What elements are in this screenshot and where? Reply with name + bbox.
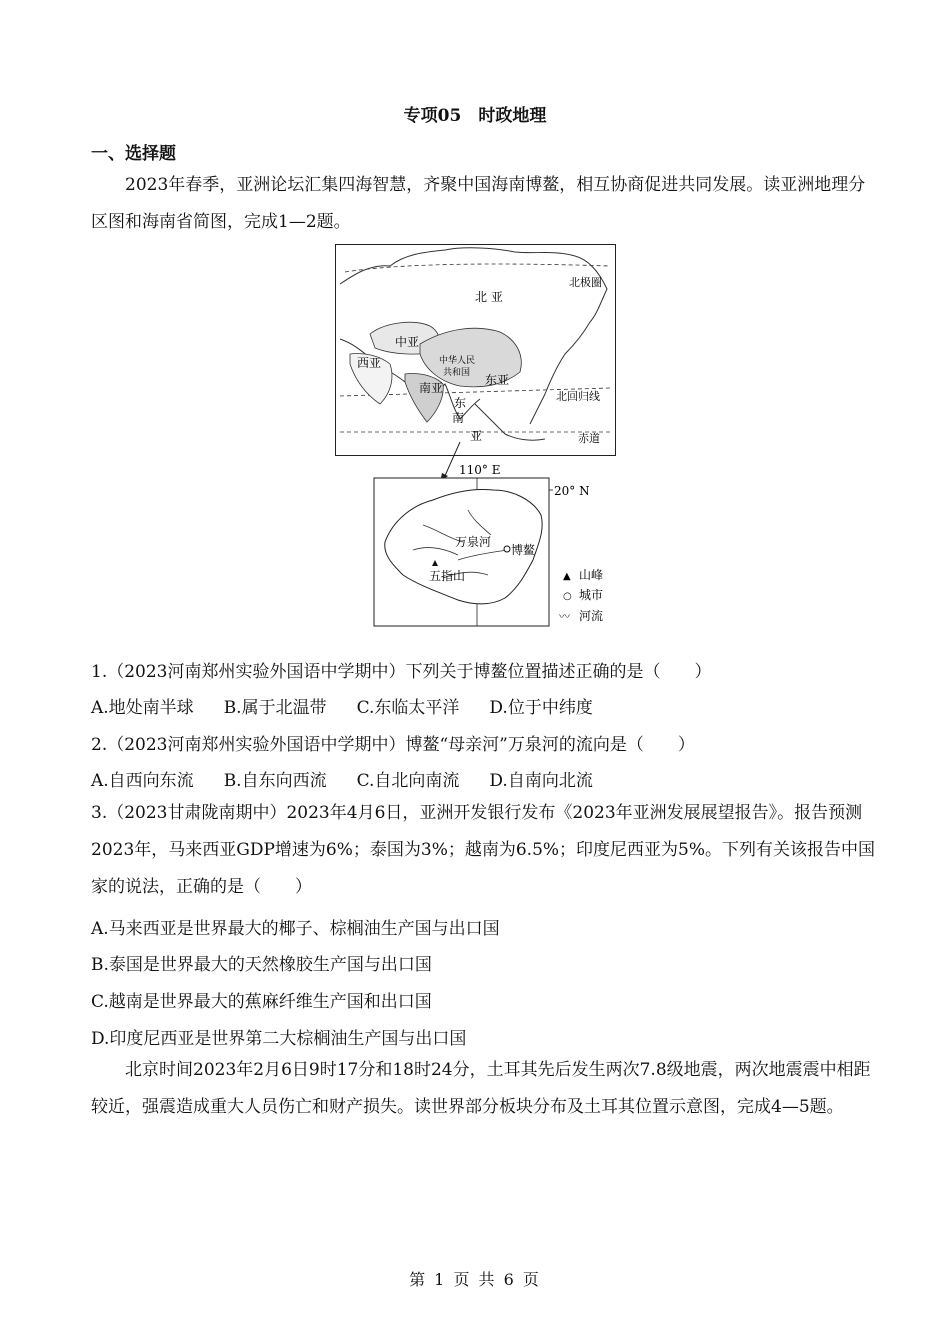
q2-option-b[interactable]: B.自东向西流 [223,771,327,791]
map-label-central-asia: 中亚 [395,335,420,349]
legend-river-icon: 〰 [559,610,570,623]
q3-option-c[interactable]: C.越南是世界最大的蕉麻纤维生产国和出口国 [91,992,432,1012]
page-footer: 第 1 页 共 6 页 [409,1270,541,1289]
q3-option-d[interactable]: D.印度尼西亚是世界第二大棕榈油生产国与出口国 [91,1029,467,1049]
q2-option-c[interactable]: C.自北向南流 [356,771,460,791]
q3-option-b[interactable]: B.泰国是世界最大的天然橡胶生产国与出口国 [91,955,432,975]
asia-region-map [335,244,616,457]
latitude-label: 20° N [554,484,590,498]
q1-option-c[interactable]: C.东临太平洋 [356,698,460,718]
question-2-options [91,766,623,791]
page-title: 专项05 时政地理 [403,106,547,126]
question-1-options [91,693,623,718]
question-1-stem: 1.（2023河南郑州实验外国语中学期中）下列关于博鳌位置描述正确的是（ ） [91,662,712,682]
map-label-west-asia: 西亚 [357,356,382,370]
map-label-southeast-3: 亚 [470,429,483,443]
hainan-map [373,460,618,628]
river-label: 万泉河 [455,535,492,549]
map-label-north-asia: 北 亚 [475,290,503,304]
mountain-label: 五指山 [429,569,466,583]
intro-paragraph-1: 2023年春季，亚洲论坛汇集四海智慧，齐聚中国海南博鳌，相互协商促进共同发展。读亚洲地理分区图和海南省简图，完成1—2题。 [91,175,866,232]
legend-city-label: 城市 [579,588,604,602]
map-label-china-2: 共和国 [443,368,471,378]
map-label-equator: 赤道 [578,432,600,445]
map-label-east-asia: 东亚 [485,373,510,387]
section-heading: 一、选择题 [91,144,176,164]
legend-mountain-icon: ▲ [563,571,571,582]
legend-mountain-label: 山峰 [579,568,604,582]
map-label-southeast-1: 东 [454,396,467,410]
intro-paragraph-2: 北京时间2023年2月6日9时17分和18时24分，土耳其先后发生两次7.8级地震，两次地震震中相距较近，强震造成重大人员伤亡和财产损失。读世界部分板块分布及土耳其位置示意图，完成4—5题。 [91,1060,871,1117]
legend-city-icon: ○ [563,591,572,602]
legend-river-label: 河流 [579,609,604,623]
city-label: 博鳌 [511,543,536,557]
map-label-tropic: 北回归线 [556,390,600,403]
q1-option-a[interactable]: A.地处南半球 [91,698,194,718]
longitude-label: 110° E [459,463,501,477]
map-label-south-asia: 南亚 [419,381,444,395]
city-icon [504,546,510,552]
q3-option-a[interactable]: A.马来西亚是世界最大的椰子、棕榈油生产国与出口国 [91,919,500,939]
q2-option-a[interactable]: A.自西向东流 [91,771,194,791]
map-label-china-1: 中华人民 [439,356,476,366]
q1-option-b[interactable]: B.属于北温带 [223,698,327,718]
map-label-southeast-2: 南 [452,411,465,425]
q1-option-d[interactable]: D.位于中纬度 [489,698,593,718]
question-2-stem: 2.（2023河南郑州实验外国语中学期中）博鳌“母亲河”万泉河的流向是（ ） [91,735,695,755]
map-label-arctic-circle: 北极圈 [569,276,602,289]
question-3-stem: 3.（2023甘肃陇南期中）2023年4月6日，亚洲开发银行发布《2023年亚洲发展展望报告》。报告预测2023年，马来西亚GDP增速为6%；泰国为3%；越南为6.5%；印度尼西亚为5%。下列有关该报告中国家的说法，正确的是（ ） [91,803,876,897]
q2-option-d[interactable]: D.自南向北流 [489,771,593,791]
